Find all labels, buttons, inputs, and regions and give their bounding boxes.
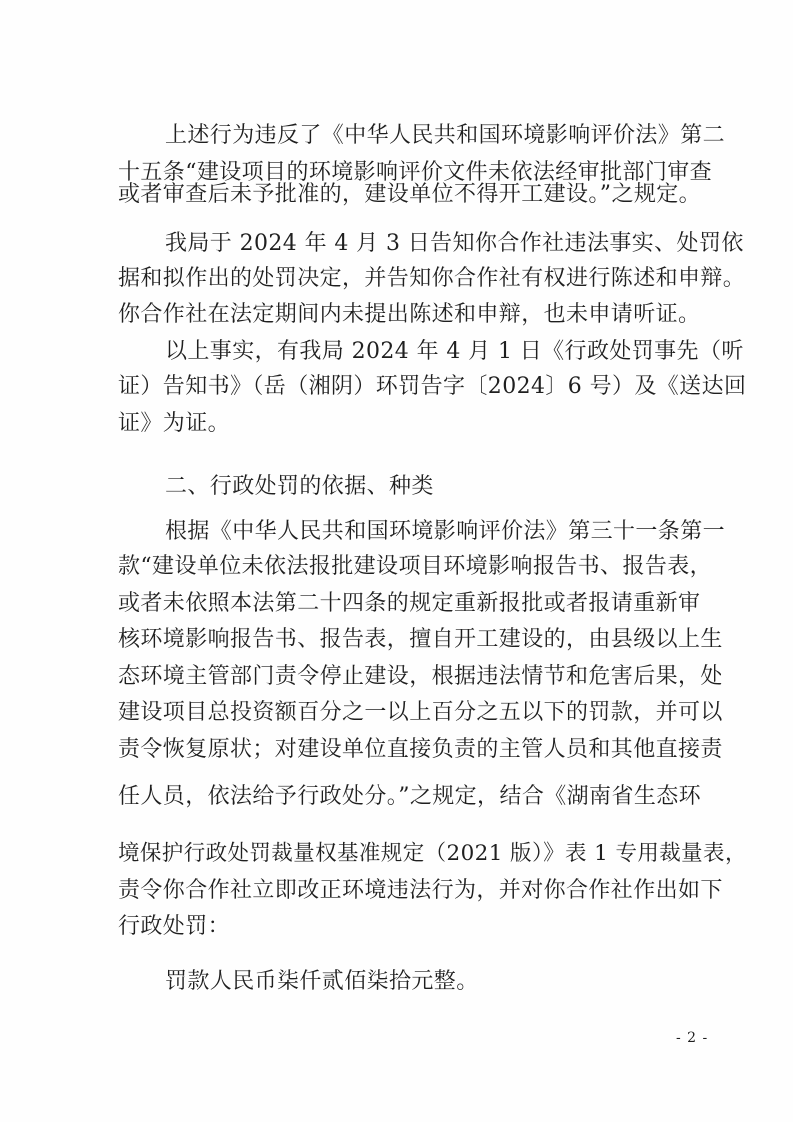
paragraph-line: 责令你合作社立即改正环境违法行为，并对你合作社作出如下 <box>118 878 723 903</box>
paragraph-line: 款“建设单位未依法报批建设项目环境影响报告书、报告表， <box>118 554 713 579</box>
paragraph-line: 境保护行政处罚裁量权基准规定（2021 版）》表 1 专用裁量表， <box>118 841 747 866</box>
paragraph-line: 以上事实，有我局 2024 年 4 月 1 日《行政处罚事先（听 <box>165 339 744 364</box>
paragraph-line: 或者审查后未予批准的，建设单位不得开工建设。”之规定。 <box>118 182 702 207</box>
paragraph-line: 你合作社在法定期间内未提出陈述和申辩，也未申请听证。 <box>118 302 701 327</box>
paragraph-line: 证》为证。 <box>118 411 231 436</box>
paragraph-line: 行政处罚： <box>118 914 231 939</box>
paragraph-line: 据和拟作出的处罚决定，并告知你合作社有权进行陈述和申辩。 <box>118 266 746 291</box>
section-heading: 二、行政处罚的依据、种类 <box>165 474 434 499</box>
paragraph-line: 建设项目总投资额百分之一以上百分之五以下的罚款，并可以 <box>118 700 723 725</box>
paragraph-line: 根据《中华人民共和国环境影响评价法》第三十一条第一 <box>165 519 726 544</box>
paragraph-line: 任人员，依法给予行政处分。”之规定，结合《湖南省生态环 <box>118 784 702 809</box>
paragraph-line: 核环境影响报告书、报告表，擅自开工建设的，由县级以上生 <box>118 627 723 652</box>
paragraph-line: 责令恢复原状；对建设单位直接负责的主管人员和其他直接责 <box>118 737 723 762</box>
paragraph-line: 上述行为违反了《中华人民共和国环境影响评价法》第二 <box>165 123 726 148</box>
page-number: - 2 - <box>676 1030 709 1046</box>
paragraph-line: 证）告知书》（岳（湘阴）环罚告字〔2024〕6 号）及《送达回 <box>118 374 747 399</box>
paragraph-line: 罚款人民币柒仟贰佰柒拾元整。 <box>165 969 479 994</box>
paragraph-line: 十五条“建设项目的环境影响评价文件未依法经审批部门审查 <box>118 160 713 185</box>
paragraph-line: 或者未依照本法第二十四条的规定重新报批或者报请重新审 <box>118 591 701 616</box>
paragraph-line: 态环境主管部门责令停止建设，根据违法情节和危害后果，处 <box>118 664 723 689</box>
paragraph-line: 我局于 2024 年 4 月 3 日告知你合作社违法事实、处罚依 <box>165 231 744 256</box>
